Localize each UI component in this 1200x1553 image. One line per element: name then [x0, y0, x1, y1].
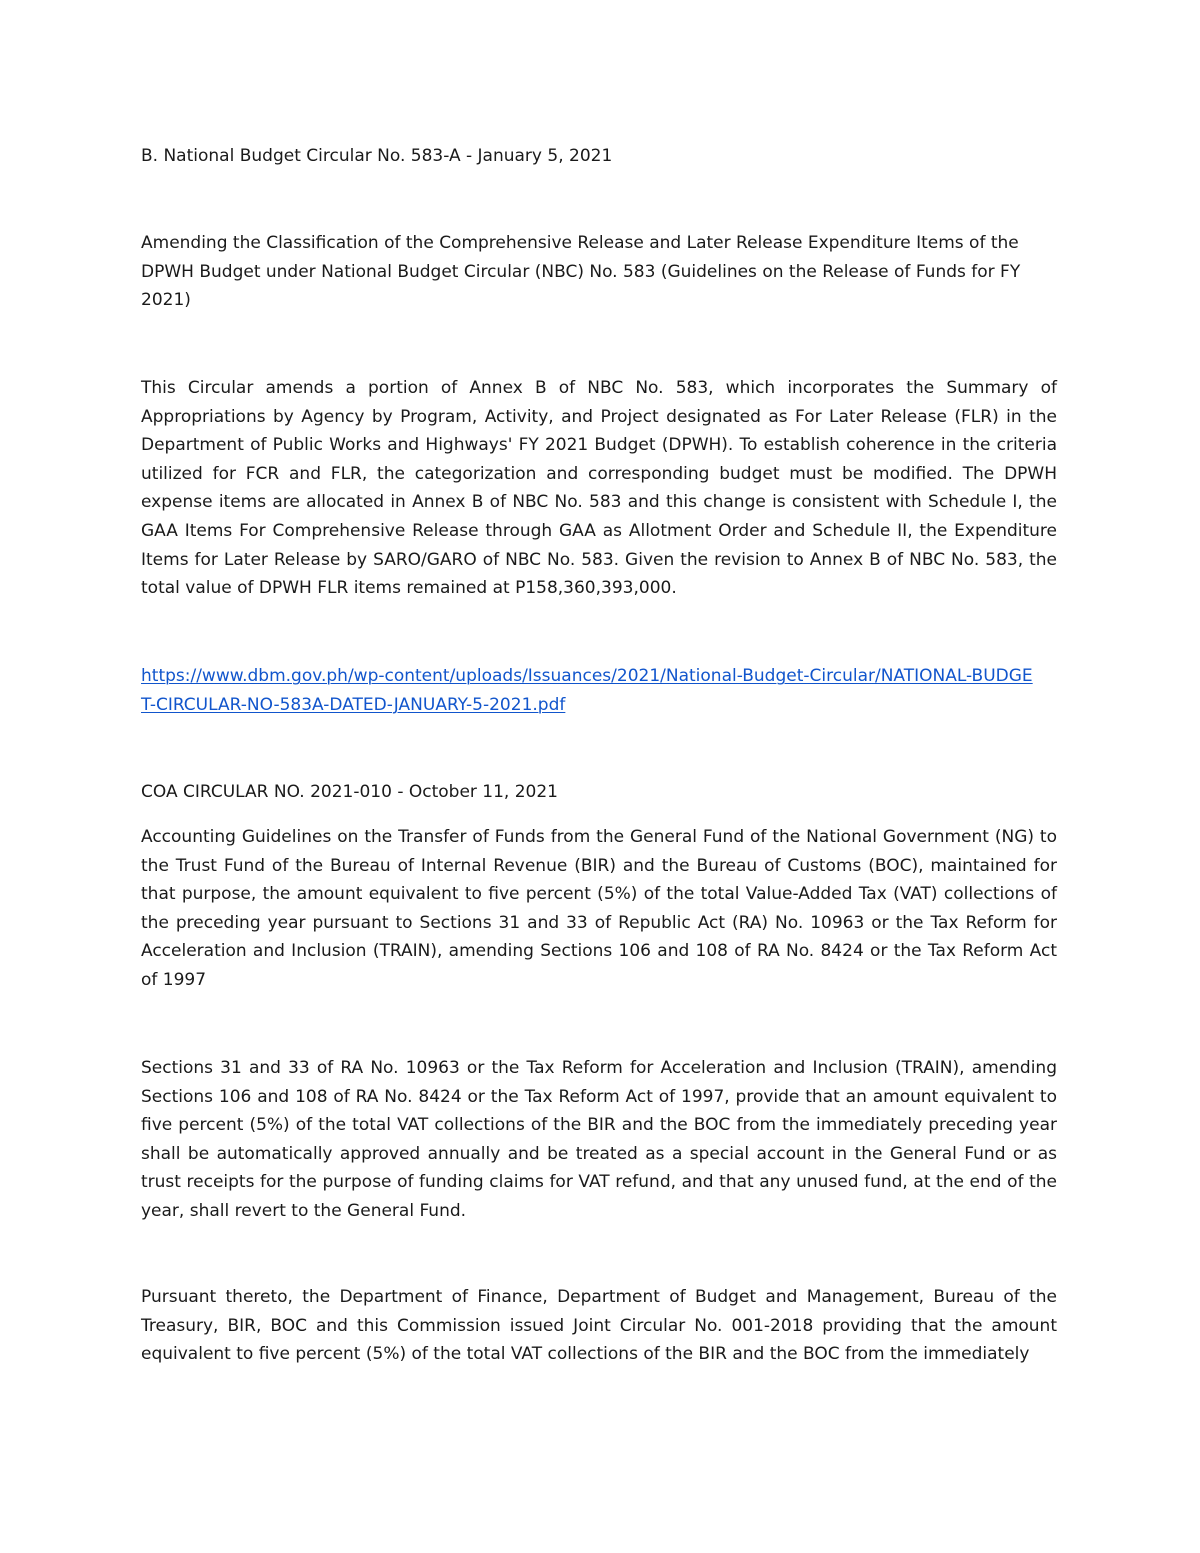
coa-circular-title: Accounting Guidelines on the Transfer of Funds from the General Fund of the National Government (NG) to the Trust Fund of the Bureau of Internal Revenue (BIR) and the Bureau of Customs (BOC), maintained for that purpose, the amount equivalent to five percent (5%) of the total Value-Added Tax (VAT) collections of the preceding year pursuant to Sections 31 and 33 of Republic Act (RA) No. 10963 or the Tax Reform for Acceleration and Inclusion (TRAIN), amending Sections 106 and 108 of RA No. 8424 or the Tax Reform Act of 1997 — [141, 827, 1057, 990]
coa-circular-paragraph-1: Sections 31 and 33 of RA No. 10963 or the Tax Reform for Acceleration and Inclusion (TRAIN), amending Sections 106 and 108 of RA No. 8424 or the Tax Reform Act of 1997, provide that an amount equivalent to five percent (5%) of the total VAT collections of the BIR and the BOC from the immediately preceding year shall be automatically approved annually and be treated as a special account in the General Fund or as trust receipts for the purpose of funding claims for VAT refund, and that any unused fund, at the end of the year, shall revert to the General Fund. — [141, 1058, 1057, 1221]
coa-circular-paragraph-2: Pursuant thereto, the Department of Finance, Department of Budget and Management, Bureau of the Treasury, BIR, BOC and this Commission issued Joint Circular No. 001-2018 providing that the amount equivalent to five percent (5%) of the total VAT collections of the BIR and the BOC from the immediately — [141, 1287, 1057, 1365]
circular-583a-title: Amending the Classification of the Comprehensive Release and Later Release Expenditure Items of the DPWH Budget under National Budget Circular (NBC) No. 583 (Guidelines on the Release of Funds for FY 2021) — [141, 233, 1021, 311]
circular-583a-body: This Circular amends a portion of Annex B of NBC No. 583, which incorporates the Summary of Appropriations by Agency by Program, Activity, and Project designated as For Later Release (FLR) in the Department of Public Works and Highways' FY 2021 Budget (DPWH). To establish coherence in the criteria utilized for FCR and FLR, the categorization and corresponding budget must be modified. The DPWH expense items are allocated in Annex B of NBC No. 583 and this change is consistent with Schedule I, the GAA Items For Comprehensive Release through GAA as Allotment Order and Schedule II, the Expenditure Items for Later Release by SARO/GARO of NBC No. 583. Given the revision to Annex B of NBC No. 583, the total value of DPWH FLR items remained at P158,360,393,000. — [141, 378, 1057, 599]
circular-583a-heading: B. National Budget Circular No. 583-A - January 5, 2021 — [141, 146, 613, 166]
circular-583a-pdf-link[interactable]: https://www.dbm.gov.ph/wp-content/uploads/Issuances/2021/National-Budget-Circular/NATIONAL-BUDGET-CIRCULAR-NO-583A-DATED-JANUARY-5-2021.pdf — [141, 666, 1033, 715]
coa-circular-heading: COA CIRCULAR NO. 2021-010 - October 11, 2021 — [141, 782, 558, 802]
